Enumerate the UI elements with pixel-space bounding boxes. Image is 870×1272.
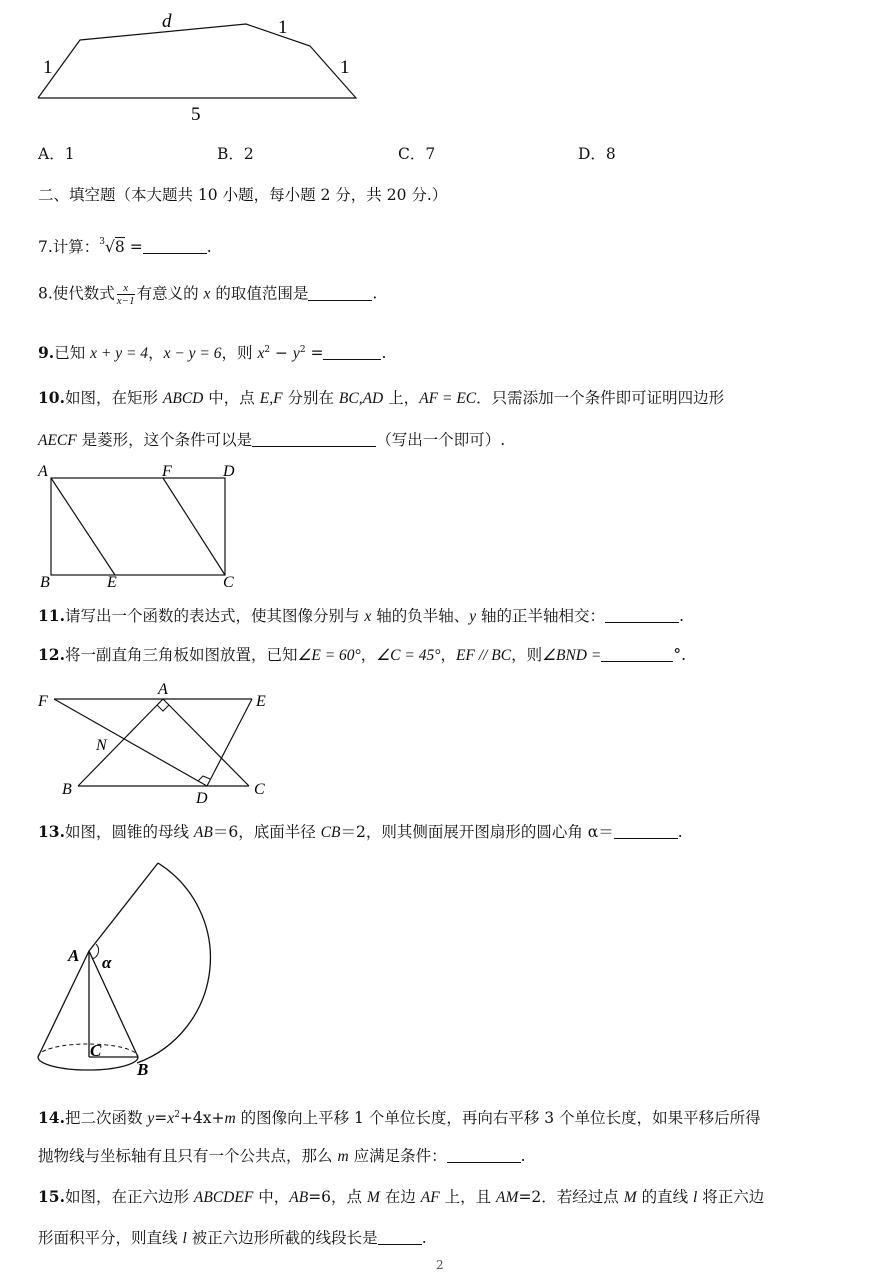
q13-suffix: . (677, 823, 683, 841)
q10-text-c: 分别在 (282, 389, 339, 407)
trapezoid-figure (0, 0, 870, 130)
q9-number: 9. (38, 343, 55, 363)
q9-eq2: x − y = 6 (163, 345, 222, 363)
question-14-line1 (38, 1105, 761, 1129)
fig10-label-b: B (40, 574, 50, 591)
q14-text-b: 的图像向上平移 1 个单位长度，再向右平移 3 个单位长度，如果平移后所得 (235, 1109, 761, 1128)
q11-number: 11. (38, 606, 65, 625)
trapezoid-top-label: d (162, 11, 172, 32)
fig10-label-c: C (223, 574, 234, 591)
q15-am: AM (496, 1189, 519, 1206)
q10-text-e: ．只需添加一个条件即可证明四边形 (476, 389, 725, 407)
fig13-label-alpha: α (102, 953, 112, 972)
q8-denominator: x−1 (116, 295, 135, 307)
q7-suffix: . (206, 238, 212, 256)
q10-quad: AECF (38, 432, 77, 449)
question-15-line1 (38, 1187, 764, 1208)
q12-sep2: ， (440, 646, 456, 664)
q13-text-c: ＝2，则其侧面展开图扇形的圆心角 α＝ (340, 823, 614, 841)
q15-number: 15. (38, 1187, 65, 1206)
cone-figure (0, 855, 870, 1085)
fig12-label-c: C (254, 781, 265, 798)
q13-text-a: 如图，圆锥的母线 (64, 823, 194, 841)
q12-parallel: EF // BC (455, 647, 512, 664)
question-10-line2 (38, 430, 505, 451)
q12-text-a: 将一副直角三角板如图放置，已知 (64, 646, 298, 664)
q15-ab: AB (289, 1189, 309, 1206)
q15-answer-blank[interactable] (378, 1230, 422, 1245)
q14-text-d: 应满足条件： (348, 1147, 447, 1165)
q9-eq: = (305, 344, 324, 363)
option-c: C．7 (398, 145, 436, 163)
fig10-label-f: F (162, 463, 172, 480)
fig13-label-c: C (90, 1041, 102, 1060)
fig12-label-d: D (196, 790, 208, 807)
q7-answer-blank[interactable] (143, 239, 207, 254)
q7-eq: = (124, 238, 143, 256)
q15-hex: ABCDEF (193, 1189, 254, 1206)
q15-text-e: 上，且 (439, 1188, 497, 1206)
q13-ab: AB (193, 824, 213, 841)
q11-text-c: 轴的正半轴相交： (476, 607, 606, 625)
q12-number: 12. (38, 645, 65, 664)
q15-af: AF (420, 1189, 440, 1206)
option-b: B．2 (217, 145, 254, 163)
q8-numerator: x (117, 282, 135, 295)
q11-y: y (469, 608, 477, 625)
q13-answer-blank[interactable] (614, 824, 678, 839)
page-number: 2 (436, 1258, 444, 1272)
q9-y: y (292, 345, 300, 363)
q10-text-d: 上， (383, 389, 420, 407)
q15-text-j: 被正六边形所截的线段长是 (186, 1229, 378, 1247)
q15-text-c: =6，点 (308, 1188, 367, 1206)
q8-prefix: 8.使代数式 (38, 284, 115, 303)
q11-text-b: 轴的负半轴、 (371, 607, 470, 625)
q12-answer-blank[interactable] (601, 647, 673, 662)
q14-exp: 2 (174, 1110, 180, 1120)
q9-text1: 已知 (54, 344, 91, 363)
question-10-line1 (38, 388, 724, 409)
q12-sep1: ， (360, 646, 377, 664)
question-14-line2 (38, 1146, 526, 1167)
question-11 (38, 606, 684, 627)
q9-exp-y: 2 (299, 345, 306, 355)
q11-x: x (364, 608, 372, 625)
q9-sep2: ，则 (221, 344, 258, 363)
q14-text-a: 把二次函数 (64, 1109, 148, 1128)
q14-suffix: . (520, 1147, 526, 1165)
q11-answer-blank[interactable] (605, 608, 679, 623)
q12-angle-c: ∠C = 45° (376, 647, 441, 664)
q10-text-a: 如图，在矩形 (64, 389, 163, 407)
q9-exp-x: 2 (264, 345, 271, 355)
q13-cb: CB (320, 824, 341, 841)
question-12 (38, 645, 686, 666)
fig10-label-d: D (223, 463, 235, 480)
q13-number: 13. (38, 822, 65, 841)
q10-condition: AF = EC (419, 390, 477, 407)
fig12-label-f: F (38, 693, 48, 710)
q10-number: 10. (38, 388, 65, 407)
q12-text-b: ，则 (511, 646, 543, 664)
q14-y: y (147, 1110, 155, 1128)
q8-answer-blank[interactable] (308, 286, 372, 301)
q10-text-f: 是菱形，这个条件可以是 (76, 431, 253, 449)
q10-answer-blank[interactable] (252, 432, 376, 447)
q15-suffix: . (421, 1229, 427, 1247)
q11-text-a: 请写出一个函数的表达式，使其图像分别与 (64, 607, 365, 625)
rectangle-figure (0, 455, 870, 595)
q8-rest: 的取值范围是 (210, 284, 309, 303)
q10-text-b: 中，点 (203, 389, 260, 407)
q14-eq: = (154, 1109, 168, 1128)
q10-points: E,F (259, 390, 283, 407)
q14-m: m (224, 1110, 236, 1128)
q8-fraction (117, 282, 135, 307)
q12-angle-bnd: ∠BND = (542, 647, 602, 664)
q11-suffix: . (679, 607, 684, 625)
trapezoid-bottom-label: 5 (191, 104, 201, 125)
q8-var: x (203, 285, 211, 303)
trapezoid-upper-right-label: 1 (278, 17, 288, 38)
question-15-line2 (38, 1228, 427, 1249)
q10-rect: ABCD (162, 390, 204, 407)
q15-text-i: 形面积平分，则直线 (38, 1229, 183, 1247)
fig13-label-b: B (137, 1060, 149, 1079)
fig12-label-n: N (96, 737, 107, 754)
fig10-label-e: E (107, 574, 117, 591)
question-8 (38, 282, 377, 307)
trapezoid-right-label: 1 (340, 57, 350, 78)
q15-m: M (366, 1189, 380, 1206)
option-a: A．1 (38, 145, 75, 163)
question-9 (38, 340, 386, 364)
q10-sides: BC,AD (338, 390, 384, 407)
q8-middle: 有意义的 (136, 284, 204, 303)
q14-plus: +4x+ (179, 1109, 225, 1128)
q14-number: 14. (38, 1108, 65, 1128)
q15-text-h: 将正六边 (697, 1188, 765, 1206)
triangles-figure (0, 680, 870, 810)
q8-suffix: . (372, 284, 378, 303)
q7-root-index: 3 (99, 237, 106, 247)
q15-l: l (693, 1189, 698, 1206)
q7-radical: √ (105, 238, 115, 256)
q15-text-f: =2．若经过点 (518, 1188, 624, 1206)
q7-radicand: 8 (114, 238, 125, 256)
q7-prefix: 7.计算： (38, 238, 100, 256)
q9-sep1: ， (148, 344, 164, 363)
question-13 (38, 822, 683, 843)
q9-eq1: x + y = 4 (90, 345, 149, 363)
q9-suffix: . (381, 344, 387, 363)
q15-text-g: 的直线 (636, 1188, 693, 1206)
fig12-label-b: B (62, 781, 72, 798)
fig10-label-a: A (38, 463, 48, 480)
fig13-label-a: A (68, 946, 80, 965)
q12-suffix: °. (673, 646, 686, 664)
section-heading: 二、填空题（本大题共 10 小题，每小题 2 分，共 20 分.） (38, 186, 448, 204)
question-7 (38, 232, 212, 257)
fig12-label-a: A (158, 681, 168, 698)
q15-text-d: 在边 (379, 1188, 421, 1206)
q14-m2: m (337, 1148, 349, 1165)
q15-m2: M (623, 1189, 637, 1206)
option-d: D．8 (578, 145, 616, 163)
q15-text-a: 如图，在正六边形 (64, 1188, 194, 1206)
q14-answer-blank[interactable] (447, 1148, 521, 1163)
q9-x: x (257, 345, 265, 363)
q13-text-b: ＝6，底面半径 (212, 823, 321, 841)
q9-answer-blank[interactable] (323, 345, 381, 360)
q15-l2: l (182, 1230, 187, 1247)
q12-angle-e: ∠E = 60° (297, 647, 361, 664)
q9-minus: − (270, 344, 293, 363)
q15-text-b: 中， (253, 1188, 290, 1206)
q10-text-g: （写出一个即可）. (376, 431, 506, 449)
trapezoid-left-label: 1 (43, 57, 53, 78)
fig12-label-e: E (256, 693, 266, 710)
q14-text-c: 抛物线与坐标轴有且只有一个公共点，那么 (38, 1147, 338, 1165)
q14-x: x (167, 1110, 175, 1128)
